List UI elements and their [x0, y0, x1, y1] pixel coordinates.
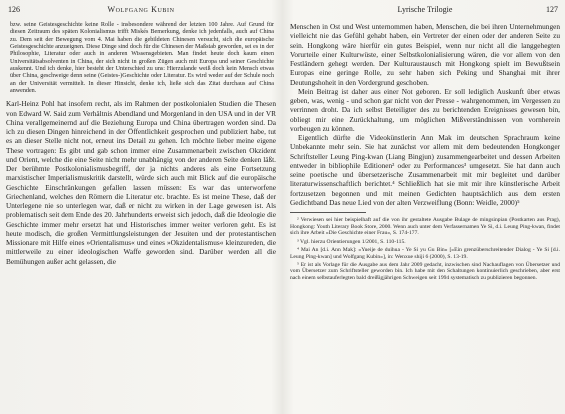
right-column: [290, 22, 560, 283]
block-quote: [6, 22, 276, 95]
right-page: [290, 0, 560, 414]
right-body-paragraph-1: Menschen in Ost und West unternommen haben, Menschen, die bei ihren Unternehmungen vielleicht nie das Gefühl gehabt haben, ein Vertreter der einen oder der anderen Seite zu sein. Hongkong wäre hierfür ein gutes Beispiel, wenn nur nicht all die langgehegten Vorurteile einer Kulturwüste, einer Selbstkolonialisierung wären, die vor allem von den Festländern gehegt werden. Der Kulturaustausch mit Hongkong spielt im Bewußtsein Europas eine geringe Rolle, zu sehr haben sich Peking und Shanghai mit ihrer Deutungshoheit in den Vordergrund geschoben.: [290, 22, 560, 87]
left-column: [6, 22, 276, 266]
right-body-paragraph-2: Mein Beitrag ist daher aus einer Not geboren. Er soll lediglich Auskunft über etwas geben, was, wenig - und schon gar nicht von der Presse - wahrgenommen, im Vergessen zu verrinnen droht. Da ich selbst Beteiligter des zu berichtenden Ereignisses gewesen bin, obliegt mir eine Zurückhaltung, um möglichen Mißverständnissen von vornherein vorbeugen zu können.: [290, 86, 560, 133]
left-running-title: Wolfgang Kubin: [107, 5, 175, 14]
right-page-number: 127: [546, 5, 558, 14]
footnote-4: ⁴ Mai An [d.i. Ann Mak]: »Yueije de duihua - Ye Si yu Gu Bin« [»Ein grenzüberschreitender Dialog - Ye Si [d.i. Leung Ping-kwan] und Wolfgang Kubin«], in: Wenxue shiji 6 (2000), S. 13-19.: [290, 246, 560, 260]
footnote-3: ³ Vgl. hierzu Orientierungen 1/2001, S. 110-115.: [297, 238, 406, 245]
right-running-head: [290, 4, 560, 16]
left-body-paragraph: Karl-Heinz Pohl hat insofern recht, als im Rahmen der postkolonialen Studien die Thesen von Edward W. Said zum Verhältnis Abendland und Morgenland in den USA und in der VR China verallgemeinernd auf die Beziehung Europa und China übertragen worden sind. Da ich zu diesen Dingen hinreichend in der Öffentlichkeit gesprochen und publiziert habe, tut es an dieser Stelle nicht not, erneut ins Detail zu gehen. Ich möchte lieber meine eigene These vortragen: Es gibt und gab schon immer eine Zusammenarbeit zwischen Okzident und Orient, welche die eine Seite nicht mehr unabhängig von der anderen Seite denken läßt. Der berühmte Postkolonialismusbegriff, der ja nichts anderes als eine Fortsetzung marxistischer Imperialismuskritik darstellt, würde sich auch mit Blick auf die europäische Geschichte Einschränkungen gefallen lassen müssen: Es war das unterworfene Griechenland, welches den Römern die Literatur etc. brachte. Es ist meine These, daß der Unterlegene nie so unterlegen war, daß er nicht zu wirken in der Lage gewesen ist. Als problematisch seit dem Ende des 20. Jahrhunderts erweist sich jedoch, daß die Ideologie die Geschichte immer mehr ersetzt hat und Historisches immer weiter verloren geht. Es ist heute modisch, die großen Vermittlungsleistungen der Jesuiten und der protestantischen Missionare mit Hilfe eines »Orientalismus« und eines »Okzidentalismus« kleinzureden, die mittlerweile zu einer ideologischen Waffe geworden sind. Darüber werden all die Bemühungen außer acht gelassen, die: [6, 99, 276, 266]
footnote-2: ² Verwiesen sei hier beispielhaft auf die von ihr gestaltete Ausgabe Bulage de mingsinpian (Postkarten aus Prag), Hongkong: Youth Literary Book Store, 2000. Wenn auch unter dem Verfassernamen Ye Si, d.i. Leung Ping-kwan, findet sich ihre Arbeit »Die Geschichte einer Frau«, S. 174-177.: [290, 217, 560, 237]
right-running-title: Lyrische Trilogie: [397, 5, 453, 14]
left-page: [6, 0, 276, 414]
quote-text: bzw. seine Geistesgeschichte keine Rolle - insbesondere während der letzten 100 Jahre. Auf Grund für diesen Zeitraum des späten Kolonialismus trifft Miskés Bemerkung, denke ich jedenfalls, auch auf China zu. Dem seit der Bewegung vom 4. Mai haben die gebildeten Chinesen versucht, sich die europäische Geistesgeschichte anzueignen. Diese Dinge sind doch für die Chinesen der Maßstab geworden, sei es in der Philosophie, Literatur oder auch in anderen Wissensgebieten. Man findet heute doch kaum einen Universitätsabsolventen in China, der sich nicht in großen Zügen auch mit Europa und seiner Geschichte auskennt. Und ich denke, hier besteht der Unterschied zu uns: Hierzulande weiß doch kein Mensch etwas über China, geschweige denn seine (Geistes-)Geschichte oder Literatur. Es wird weder auf der Schule noch an der Universität vermittelt. In dieser Hinsicht, denke ich, ließe sich das Zitat durchaus auf China anwenden.: [10, 22, 274, 95]
right-body-paragraph-3: Eigentlich dürfte die Videokünstlerin Ann Mak im deutschen Sprachraum keine Unbekannte mehr sein. Sie hat zunächst vor allem mit dem bedeutenden Hongkonger Schriftsteller Leung Ping-kwan (Liang Bingjun) zusammengearbeitet und dessen Arbeiten entweder in bibliophile Editionen² oder zu Performances³ umgesetzt. Sie hat dann auch seine poetische und übersetzerische Zusammenarbeit mit mir begleitet und darüber literaturwissenschaftlich berichtet.⁴ Schließlich hat sie mit mir ihre künstlerische Arbeit fortzusetzen begonnen und mit meinen Gedichten hauptsächlich aus dem ersten Gedichtband Das neue Lied von der alten Verzweiflung (Bonn: Weidle, 2000)⁵: [290, 133, 560, 207]
right-body: [290, 22, 560, 207]
left-running-head: [6, 4, 276, 16]
footnote-5: ⁵ Er ist als Vorlage für die Ausgabe aus dem Jahr 2009 gedacht, inzwischen sind Nachauflagen von Übersetzer und vom Übersetzer zum Schriftsteller geworden bin. Ich habe mit den Schaltungen kontinuierlich geschrieben, aber erst nach einem selbstauferlegten bald dreißigjährigen Schweigen seit 1994 systematisch zu publizieren begonnen.: [290, 261, 560, 282]
left-body: [6, 99, 276, 266]
footnotes: [290, 217, 560, 282]
footnote-rule: [290, 212, 366, 213]
left-page-number: 126: [8, 5, 20, 14]
